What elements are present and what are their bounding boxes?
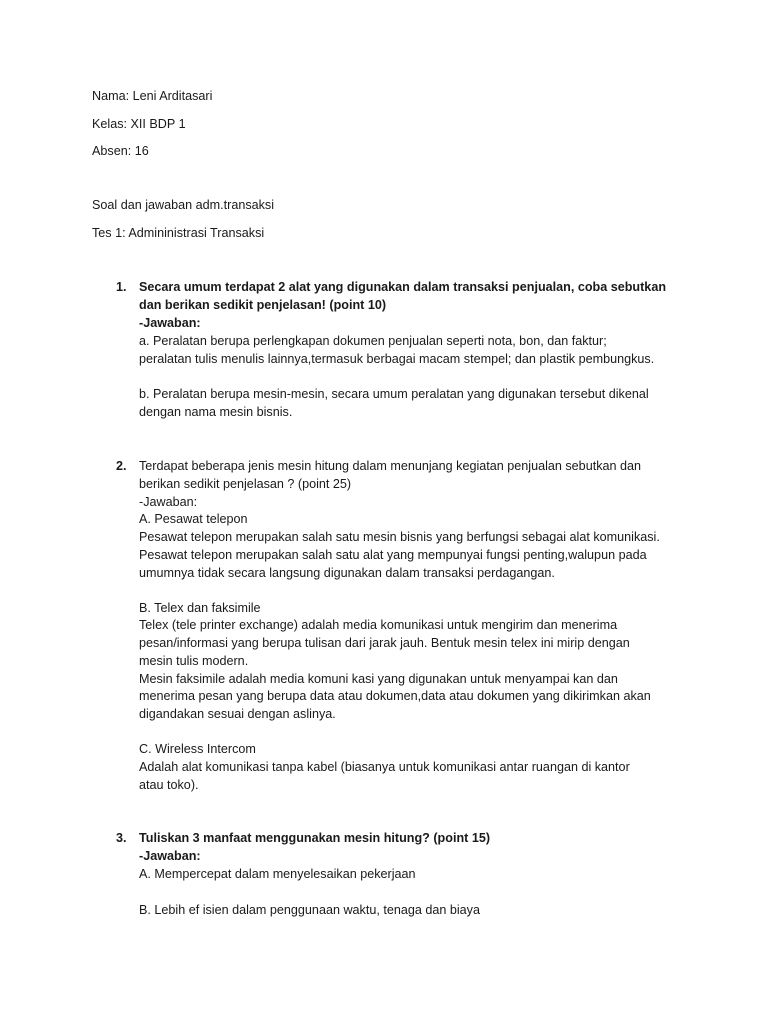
- question-number: 3.: [116, 831, 127, 845]
- answer-line: peralatan tulis menulis lainnya,termasuk berbagai macam stempel; dan plastik pembungkus.: [139, 352, 655, 366]
- answer-line: Mesin faksimile adalah media komuni kasi yang digunakan untuk menyampai kan dan: [139, 672, 618, 686]
- student-class: Kelas: XII BDP 1: [92, 117, 186, 131]
- answer-label: -Jawaban:: [139, 849, 201, 863]
- answer-line: atau toko).: [139, 778, 199, 792]
- document-title: Soal dan jawaban adm.transaksi: [92, 198, 275, 212]
- question-number: 1.: [116, 280, 127, 294]
- answer-line: A. Pesawat telepon: [139, 512, 248, 526]
- answer-line: B. Lebih ef isien dalam penggunaan waktu, tenaga dan biaya: [139, 903, 480, 917]
- answer-line: dengan nama mesin bisnis.: [139, 405, 293, 419]
- answer-line: a. Peralatan berupa perlengkapan dokumen penjualan seperti nota, bon, dan faktur;: [139, 334, 607, 348]
- answer-label: -Jawaban:: [139, 316, 201, 330]
- answer-line: menerima pesan yang berupa data atau dokumen,data atau dokumen yang dikirimkan akan: [139, 689, 651, 703]
- question-text: Secara umum terdapat 2 alat yang digunakan dalam transaksi penjualan, coba sebutkan: [139, 280, 667, 294]
- answer-line: C. Wireless Intercom: [139, 742, 256, 756]
- question-text: Terdapat beberapa jenis mesin hitung dalam menunjang kegiatan penjualan sebutkan dan: [139, 459, 642, 473]
- student-name: Nama: Leni Arditasari: [92, 89, 213, 103]
- answer-line: Adalah alat komunikasi tanpa kabel (biasanya untuk komunikasi antar ruangan di kantor: [139, 760, 630, 774]
- question-text: dan berikan sedikit penjelasan! (point 10): [139, 298, 387, 312]
- answer-line: b. Peralatan berupa mesin-mesin, secara umum peralatan yang digunakan tersebut dikenal: [139, 387, 649, 401]
- answer-line: pesan/informasi yang berupa tulisan dari jarak jauh. Bentuk mesin telex ini mirip dengan: [139, 636, 630, 650]
- document-subtitle: Tes 1: Admininistrasi Transaksi: [92, 226, 265, 240]
- answer-label: -Jawaban:: [139, 495, 198, 509]
- answer-line: umumnya tidak secara langsung digunakan dalam transaksi perdagangan.: [139, 566, 555, 580]
- answer-line: mesin tulis modern.: [139, 654, 249, 668]
- answer-line: Pesawat telepon merupakan salah satu alat yang mempunyai fungsi penting,walupun pada: [139, 548, 647, 562]
- student-absen: Absen: 16: [92, 144, 149, 158]
- question-text: Tuliskan 3 manfaat menggunakan mesin hitung? (point 15): [139, 831, 491, 845]
- answer-line: Telex (tele printer exchange) adalah media komunikasi untuk mengirim dan menerima: [139, 618, 618, 632]
- answer-line: Pesawat telepon merupakan salah satu mesin bisnis yang berfungsi sebagai alat komunikasi.: [139, 530, 660, 544]
- answer-line: digandakan sesuai dengan aslinya.: [139, 707, 336, 721]
- question-text: berikan sedikit penjelasan ? (point 25): [139, 477, 352, 491]
- answer-line: B. Telex dan faksimile: [139, 601, 261, 615]
- question-number: 2.: [116, 459, 127, 473]
- answer-line: A. Mempercepat dalam menyelesaikan pekerjaan: [139, 867, 416, 881]
